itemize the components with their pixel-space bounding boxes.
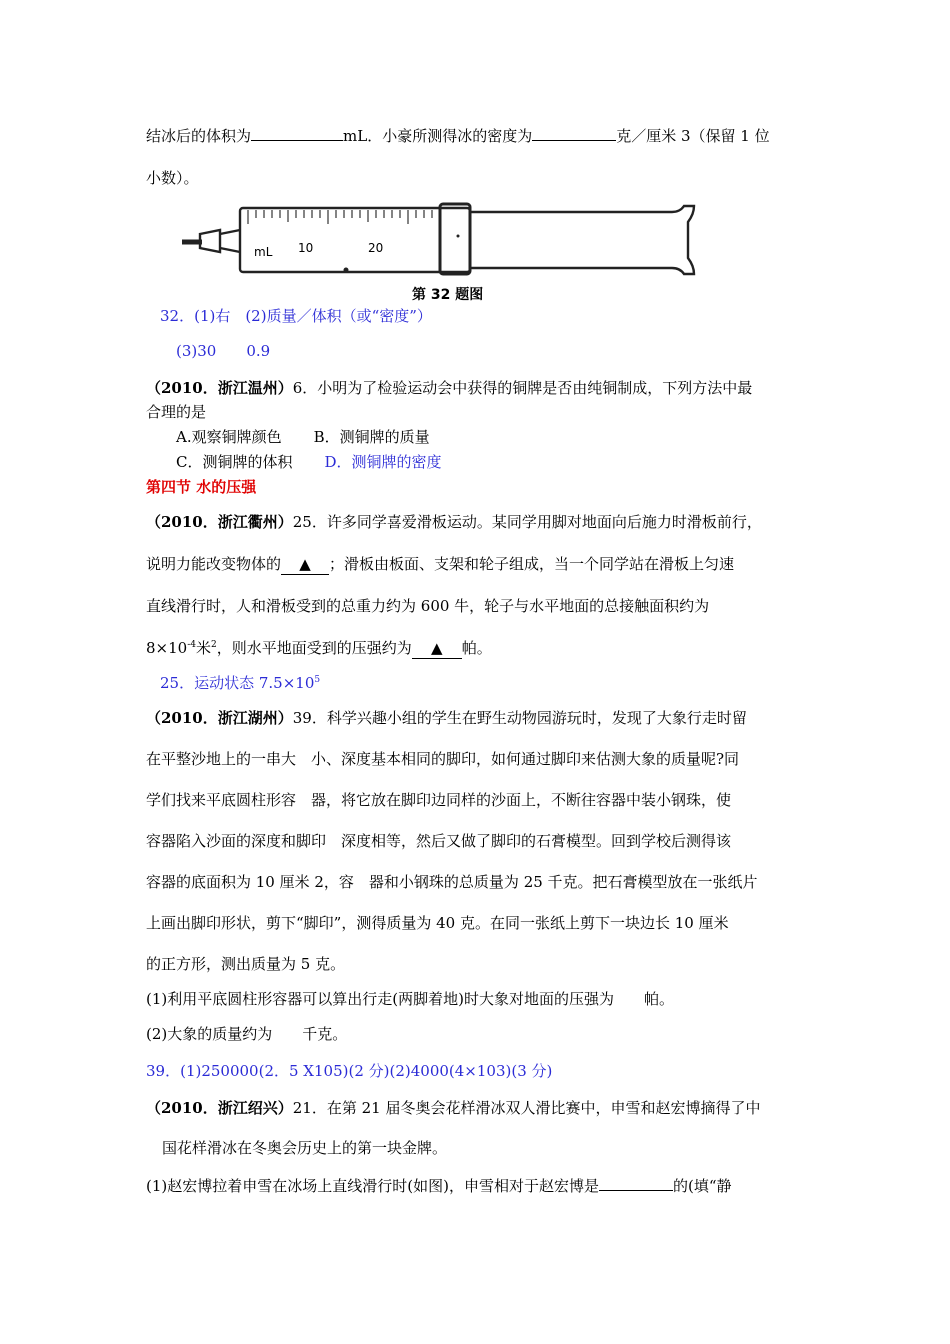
q32-answer-2: (3)30 0.9 — [176, 342, 271, 360]
q39-line7: 的正方形，测出质量为 5 克。 — [146, 955, 346, 973]
q25-blank-2 — [412, 638, 462, 659]
density-blank — [532, 126, 616, 141]
q21-text1: 21．在第 21 届冬奥会花样滑冰双人滑比赛中，申雪和赵宏博摘得了中 — [292, 1099, 761, 1117]
tick-20-label: 20 — [368, 241, 384, 255]
syringe-figure — [180, 200, 700, 286]
q6-option-b: B．测铜牌的质量 — [313, 428, 430, 446]
q25-exponent-2: 2 — [211, 640, 217, 650]
q32-answer-1: 32．(1)右 (2)质量／体积（或“密度”） — [160, 307, 432, 325]
q21-source: （2010．浙江绍兴） — [146, 1099, 293, 1117]
q25-line2 — [146, 554, 734, 575]
q25-source: （2010．浙江衢州） — [146, 513, 293, 531]
q39-sub2: (2)大象的质量约为 千克。 — [146, 1025, 348, 1043]
q6-options-cd — [176, 452, 442, 472]
figure-caption: 第 32 题图 — [412, 287, 484, 303]
q25-answer-exponent: 5 — [314, 675, 321, 685]
triangle-mark: ▲ — [299, 555, 311, 573]
q25-line1 — [146, 512, 762, 532]
q32-text-b: mL．小豪所测得冰的密度为 — [343, 127, 533, 145]
unit-label: mL — [254, 245, 273, 259]
q39-line1 — [146, 708, 747, 728]
q25-blank-1 — [281, 554, 329, 575]
q6-options-ab — [176, 427, 430, 447]
q25-answer-text: 25．运动状态 7.5×10 — [160, 674, 315, 692]
q21-line2: 国花样滑冰在冬奥会历史上的第一块金牌。 — [162, 1139, 448, 1157]
triangle-mark: ▲ — [430, 639, 443, 657]
scale-ticks — [248, 210, 432, 224]
q25-exponent-1: -4 — [187, 640, 196, 650]
q32-line1 — [146, 126, 770, 146]
q39-text1: 39．科学兴趣小组的学生在野生动物园游玩时，发现了大象行走时留 — [292, 709, 747, 727]
q21-sub1-text-b: 的(填“静 — [672, 1177, 732, 1195]
q25-line4 — [146, 638, 492, 659]
q32-line2: 小数）。 — [146, 169, 199, 187]
q39-answer: 39．(1)250000(2．5 X105)(2 分)(2)4000(4×103)(3 分) — [146, 1062, 553, 1080]
q6-text1: 6．小明为了检验运动会中获得的铜牌是否由纯铜制成，下列方法中最 — [292, 379, 753, 397]
q25-text2b: ；滑板由板面、支架和轮子组成，当一个同学站在滑板上匀速 — [329, 555, 735, 573]
tick-10-label: 10 — [298, 241, 314, 255]
q39-line4: 容器陷入沙面的深度和脚印 深度相等，然后又做了脚印的石膏模型。回到学校后测得该 — [146, 832, 732, 850]
q6-source: （2010．浙江温州） — [146, 379, 293, 397]
q32-text-a: 结冰后的体积为 — [146, 127, 252, 145]
q39-line5: 容器的底面积为 10 厘米 2，容 器和小钢珠的总质量为 25 千克。把石膏模型放在一张纸片 — [146, 873, 758, 891]
q25-text4d: 帕。 — [461, 639, 492, 657]
q6-option-c: C．测铜牌的体积 — [176, 453, 293, 471]
q21-blank — [599, 1176, 673, 1191]
q39-line2: 在平整沙地上的一串大 小、深度基本相同的脚印，如何通过脚印来估测大象的质量呢?同 — [146, 750, 740, 768]
q25-text1: 25．许多同学喜爱滑板运动。某同学用脚对地面向后施力时滑板前行， — [292, 513, 762, 531]
q25-answer — [160, 673, 320, 693]
q6-option-a: A.观察铜牌颜色 — [176, 428, 282, 446]
q25-text4b: 米 — [195, 639, 211, 657]
q21-line1 — [146, 1098, 760, 1118]
q6-line2: 合理的是 — [146, 403, 207, 421]
q39-line6: 上画出脚印形状，剪下“脚印”，测得质量为 40 克。在同一张纸上剪下一块边长 10 厘米 — [146, 914, 729, 932]
q25-text4a: 8×10 — [146, 639, 188, 657]
q39-line3: 学们找来平底圆柱形容 器，将它放在脚印边同样的沙面上，不断往容器中装小钢珠，使 — [146, 791, 732, 809]
q25-text4c: ，则水平地面受到的压强约为 — [216, 639, 412, 657]
q25-text2a: 说明力能改变物体的 — [146, 555, 282, 573]
volume-blank — [251, 126, 343, 141]
q32-text-c: 克／厘米 3（保留 1 位 — [616, 127, 770, 145]
q39-source: （2010．浙江湖州） — [146, 709, 293, 727]
q6-line1 — [146, 378, 752, 398]
q6-option-d: D．测铜牌的密度 — [324, 453, 442, 471]
q39-sub1: (1)利用平底圆柱形容器可以算出行走(两脚着地)时大象对地面的压强为 帕。 — [146, 990, 674, 1008]
q21-sub1 — [146, 1176, 732, 1196]
q21-sub1-text-a: (1)赵宏博拉着申雪在冰场上直线滑行时(如图)，申雪相对于赵宏博是 — [146, 1177, 599, 1195]
q25-line3: 直线滑行时，人和滑板受到的总重力约为 600 牛，轮子与水平地面的总接触面积约为 — [146, 597, 710, 615]
section-title: 第四节 水的压强 — [146, 478, 257, 496]
